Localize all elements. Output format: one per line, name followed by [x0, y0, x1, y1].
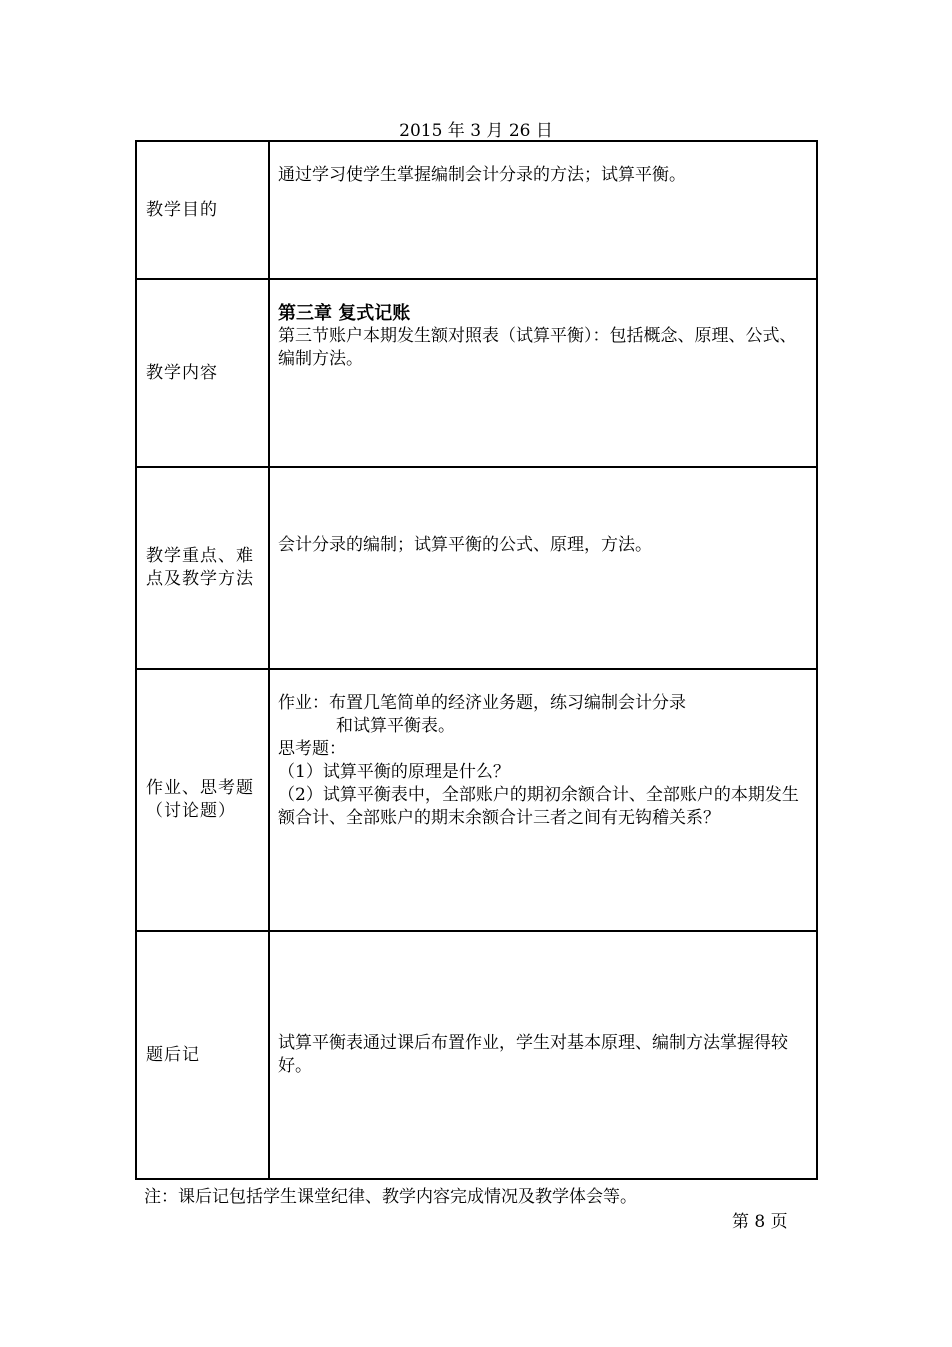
row-label-keypoints: 教学重点、难点及教学方法 [136, 467, 269, 669]
table-row-afterword [136, 931, 817, 1179]
table-row-content [136, 279, 817, 467]
questions-heading: 思考题： [278, 739, 346, 759]
footer-note: 注：课后记包括学生课堂纪律、教学内容完成情况及教学体会等。 [144, 1187, 637, 1207]
row-label-afterword: 题后记 [136, 931, 269, 1179]
document-date: 2015 年 3 月 26 日 [399, 121, 553, 141]
row-content-objective [269, 141, 817, 279]
homework-line-2: 和试算平衡表。 [336, 716, 455, 736]
row-label-objective: 教学目的 [136, 141, 269, 279]
content-text: 第三节账户本期发生额对照表（试算平衡）：包括概念、原理、公式、编制方法。 [278, 326, 797, 369]
question-1: （1）试算平衡的原理是什么？ [278, 762, 510, 782]
afterword-text: 试算平衡表通过课后布置作业，学生对基本原理、编制方法掌握得较好。 [278, 1033, 788, 1076]
page-number: 第 8 页 [732, 1212, 788, 1232]
row-label-homework: 作业、思考题（讨论题） [136, 669, 269, 931]
row-content-content [269, 279, 817, 467]
table-row-keypoints [136, 467, 817, 669]
lesson-plan-table [135, 140, 818, 1180]
row-label-content: 教学内容 [136, 279, 269, 467]
homework-line-1: 作业：布置几笔简单的经济业务题，练习编制会计分录 [278, 693, 686, 713]
row-content-afterword [269, 931, 817, 1179]
table-row-objective [136, 141, 817, 279]
objective-text: 通过学习使学生掌握编制会计分录的方法；试算平衡。 [278, 165, 686, 185]
chapter-heading: 第三章 复式记账 [278, 303, 411, 324]
question-2: （2）试算平衡表中，全部账户的期初余额合计、全部账户的本期发生额合计、全部账户的期末余额合计三者之间有无钩稽关系？ [278, 785, 799, 828]
row-content-homework [269, 669, 817, 931]
table-row-homework [136, 669, 817, 931]
row-content-keypoints [269, 467, 817, 669]
keypoints-text: 会计分录的编制；试算平衡的公式、原理，方法。 [278, 535, 652, 555]
